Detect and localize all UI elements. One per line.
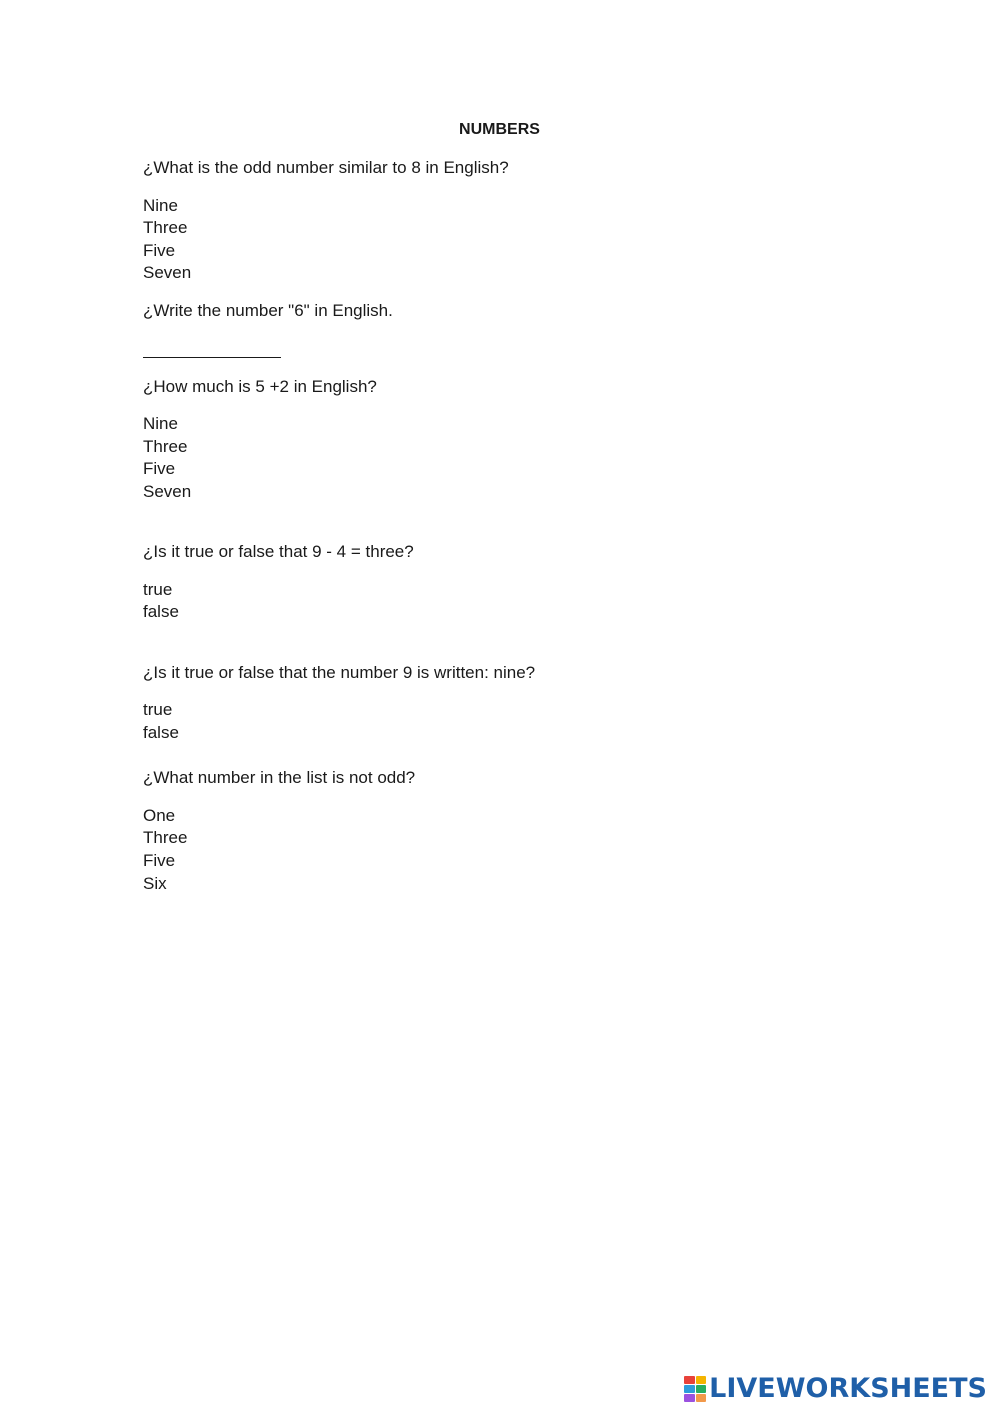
question-4-option[interactable]: true [143,580,173,599]
question-1-option[interactable]: Five [143,241,176,260]
question-1-prompt: ¿What is the odd number similar to 8 in English? [143,158,509,177]
question-3-option[interactable]: Seven [143,482,192,501]
logo-block [696,1394,707,1402]
question-3-option[interactable]: Five [143,459,176,478]
question-5-prompt: ¿Is it true or false that the number 9 is written: nine? [143,663,536,682]
liveworksheets-watermark [684,1374,987,1404]
logo-block [684,1385,695,1393]
question-5-option[interactable]: false [143,723,179,742]
logo-block [696,1376,707,1384]
question-6-option[interactable]: Three [143,828,188,847]
worksheet-title: NUMBERS [459,121,540,138]
question-3-option[interactable]: Three [143,437,188,456]
question-6-prompt: ¿What number in the list is not odd? [143,768,416,787]
question-3-prompt: ¿How much is 5 +2 in English? [143,377,377,396]
question-4-option[interactable]: false [143,602,179,621]
question-1-option[interactable]: Nine [143,196,178,215]
question-5-option[interactable]: true [143,700,173,719]
logo-block [684,1376,695,1384]
logo-block [684,1394,695,1402]
liveworksheets-logo-text: LIVEWORKSHEETS [709,1373,987,1404]
question-4-prompt: ¿Is it true or false that 9 - 4 = three? [143,542,414,561]
question-1-option[interactable]: Three [143,218,188,237]
question-3-option[interactable]: Nine [143,414,178,433]
question-2-prompt: ¿Write the number "6" in English. [143,301,393,320]
question-2-answer-blank[interactable] [143,357,281,358]
question-6-option[interactable]: Five [143,851,176,870]
question-6-option[interactable]: One [143,806,176,825]
liveworksheets-logo-icon [684,1376,706,1402]
logo-block [696,1385,707,1393]
question-6-option[interactable]: Six [143,874,167,893]
question-1-option[interactable]: Seven [143,263,192,282]
